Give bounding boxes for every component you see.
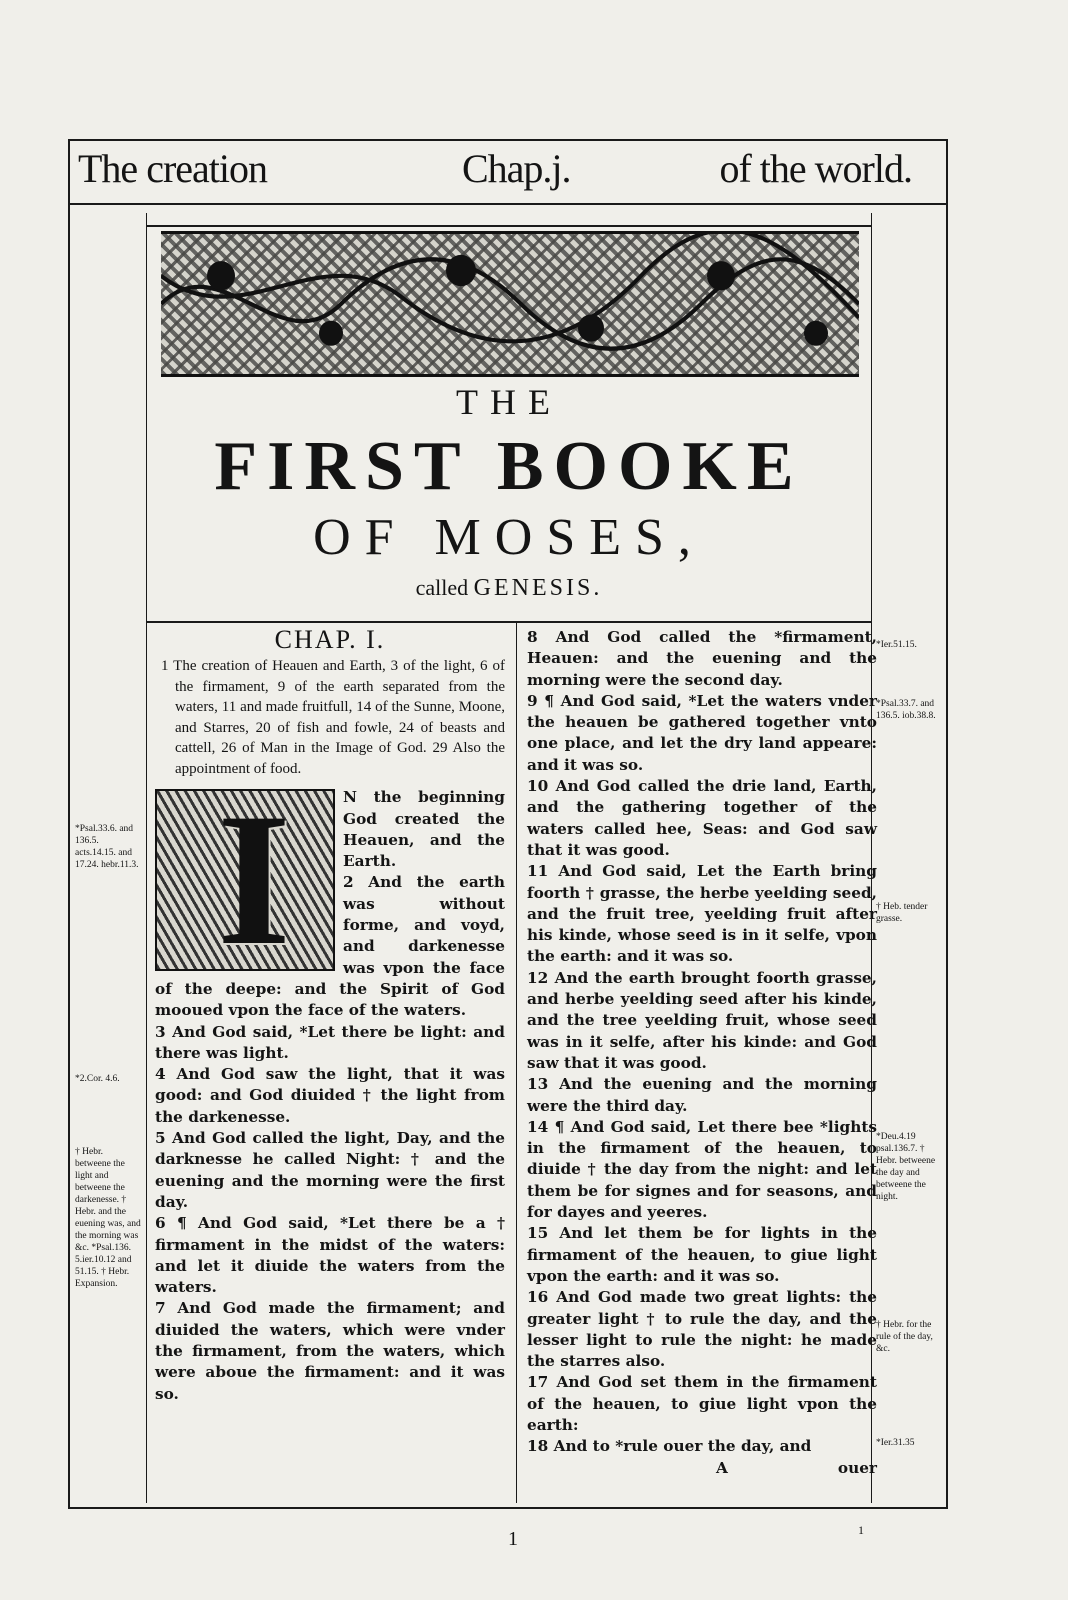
page-number-small: 1 bbox=[858, 1523, 864, 1537]
verse-17: 17 And God set them in the firmament of the heauen, to giue light vpon the earth: bbox=[527, 1373, 877, 1434]
title-called: called bbox=[415, 575, 469, 600]
verse-13: 13 And the euening and the morning were the third day. bbox=[527, 1075, 877, 1115]
margin-note-left-3: † Hebr. betweene the light and betweene the darkenesse. † Hebr. and the euening was, and the morning was &c. *Psal.136. 5.ier.10.12 and 51.15. † Hebr. Expansion. bbox=[75, 1147, 141, 1289]
title-the: THE bbox=[456, 382, 562, 422]
running-head-right: of the world. bbox=[719, 146, 912, 191]
running-head-center: Chap.j. bbox=[462, 146, 571, 191]
drop-cap bbox=[155, 775, 335, 986]
title-genesis: GENESIS. bbox=[473, 575, 603, 601]
catchword: A bbox=[716, 1458, 728, 1477]
verse-12: 12 And the earth brought foorth grasse, and herbe yeelding seed after his kinde, and the tree yeelding fruit, whose seed was in it selfe, after his kinde: and God saw that it was good. bbox=[527, 968, 877, 1072]
running-head bbox=[70, 141, 946, 205]
chapter-heading: CHAP. I. bbox=[274, 625, 386, 654]
verse-7: 7 And God made the firmament; and diuided the waters, which were vnder the firmament, from the waters, which were aboue the firmament: and it was so. bbox=[155, 1299, 505, 1403]
title-called-genesis bbox=[147, 575, 871, 602]
margin-note-right-6: *Ier.31.35 bbox=[876, 1438, 915, 1448]
verse-18: 18 And to *rule ouer the day, and bbox=[527, 1437, 812, 1456]
chapter-summary: 1 The creation of Heauen and Earth, 3 of the light, 6 of the firmament, 9 of the earth separated from the waters, 11 and made fruitfull, 14 of the Sunne, Moone, and Starres, 20 of fish and fowle, 24 of beasts and cattell, 26 of Man in the Image of God. 29 Also the appointment of food. bbox=[161, 658, 505, 777]
margin-note-right-3: † Heb. tender grasse. bbox=[876, 902, 928, 924]
verse-9: 9 ¶ And God said, *Let the waters vnder the heauen be gathered together vnto one place, and let the dry land appeare: and it was so. bbox=[527, 691, 877, 774]
margin-note-left-2: *2.Cor. 4.6. bbox=[75, 1074, 120, 1084]
verse-4: 4 And God saw the light, that it was good: and God diuided † the light from the darkenesse. bbox=[155, 1065, 505, 1126]
margin-note-right-2: *Psal.33.7. and 136.5. iob.38.8. bbox=[876, 699, 936, 721]
margin-note-right-5: † Hebr. for the rule of the day, &c. bbox=[876, 1320, 933, 1354]
verse-15: 15 And let them be for lights in the firmament of the heauen, to giue light vpon the earth: and it was so. bbox=[527, 1224, 877, 1285]
verse-1: N the beginning God created the Heauen, and the Earth. bbox=[343, 788, 505, 871]
running-head-left: The creation bbox=[78, 146, 267, 191]
verse-11: 11 And God said, Let the Earth bring foorth † grasse, the herbe yeelding seed, and the fruit tree, yeelding fruit after his kinde, whose seed is in it selfe, vpon the earth: and it was so. bbox=[527, 862, 877, 966]
verse-3: 3 And God said, *Let there be light: and there was light. bbox=[155, 1022, 505, 1062]
drop-cap-letter: I bbox=[217, 775, 291, 986]
page-number: 1 bbox=[508, 1528, 518, 1550]
verse-2: 2 And the earth was without forme, and voyd, and darkenesse was vpon the face of the deepe: and the Spirit of God mooued vpon the face of the waters. bbox=[155, 873, 505, 1020]
verse-14: 14 ¶ And God said, Let there bee *lights in the firmament of the heauen, to diuide † the day from the night: and let them be for signes and for seasons, and for dayes and yeeres. bbox=[527, 1117, 877, 1222]
verse-8: 8 And God called the *firmament, Heauen: and the euening and the morning were the second day. bbox=[527, 628, 877, 689]
catchword-ouer: ouer bbox=[837, 1458, 877, 1477]
title-first-booke: FIRST BOOKE bbox=[214, 428, 804, 505]
catchword-line bbox=[527, 1458, 877, 1479]
verse-5: 5 And God called the light, Day, and the darknesse he called Night: † and the euening and the morning were the first day. bbox=[155, 1129, 505, 1211]
margin-note-right-1: *Ier.51.15. bbox=[876, 640, 917, 650]
text-block bbox=[146, 213, 877, 1503]
right-column bbox=[527, 627, 877, 1479]
left-column bbox=[155, 627, 505, 1405]
verse-10: 10 And God called the drie land, Earth, and the gathering together of the waters called hee, Seas: and God saw that it was good. bbox=[527, 777, 877, 859]
verse-16: 16 And God made two great lights: the greater light † to rule the day, and the lesser light to rule the night: he made the starres also. bbox=[527, 1288, 877, 1371]
title-of-moses: OF MOSES, bbox=[313, 509, 705, 566]
ornamental-headpiece bbox=[161, 231, 859, 377]
verse-6: 6 ¶ And God said, *Let there be a † firmament in the midst of the waters: and let it diuide the waters from the waters. bbox=[155, 1214, 505, 1297]
margin-note-right-4: *Deu.4.19 psal.136.7. † Hebr. betweene the day and betweene the night. bbox=[876, 1132, 936, 1202]
page-frame bbox=[68, 139, 948, 1509]
margin-note-left-1: *Psal.33.6. and 136.5. acts.14.15. and 17.24. hebr.11.3. bbox=[75, 824, 139, 870]
